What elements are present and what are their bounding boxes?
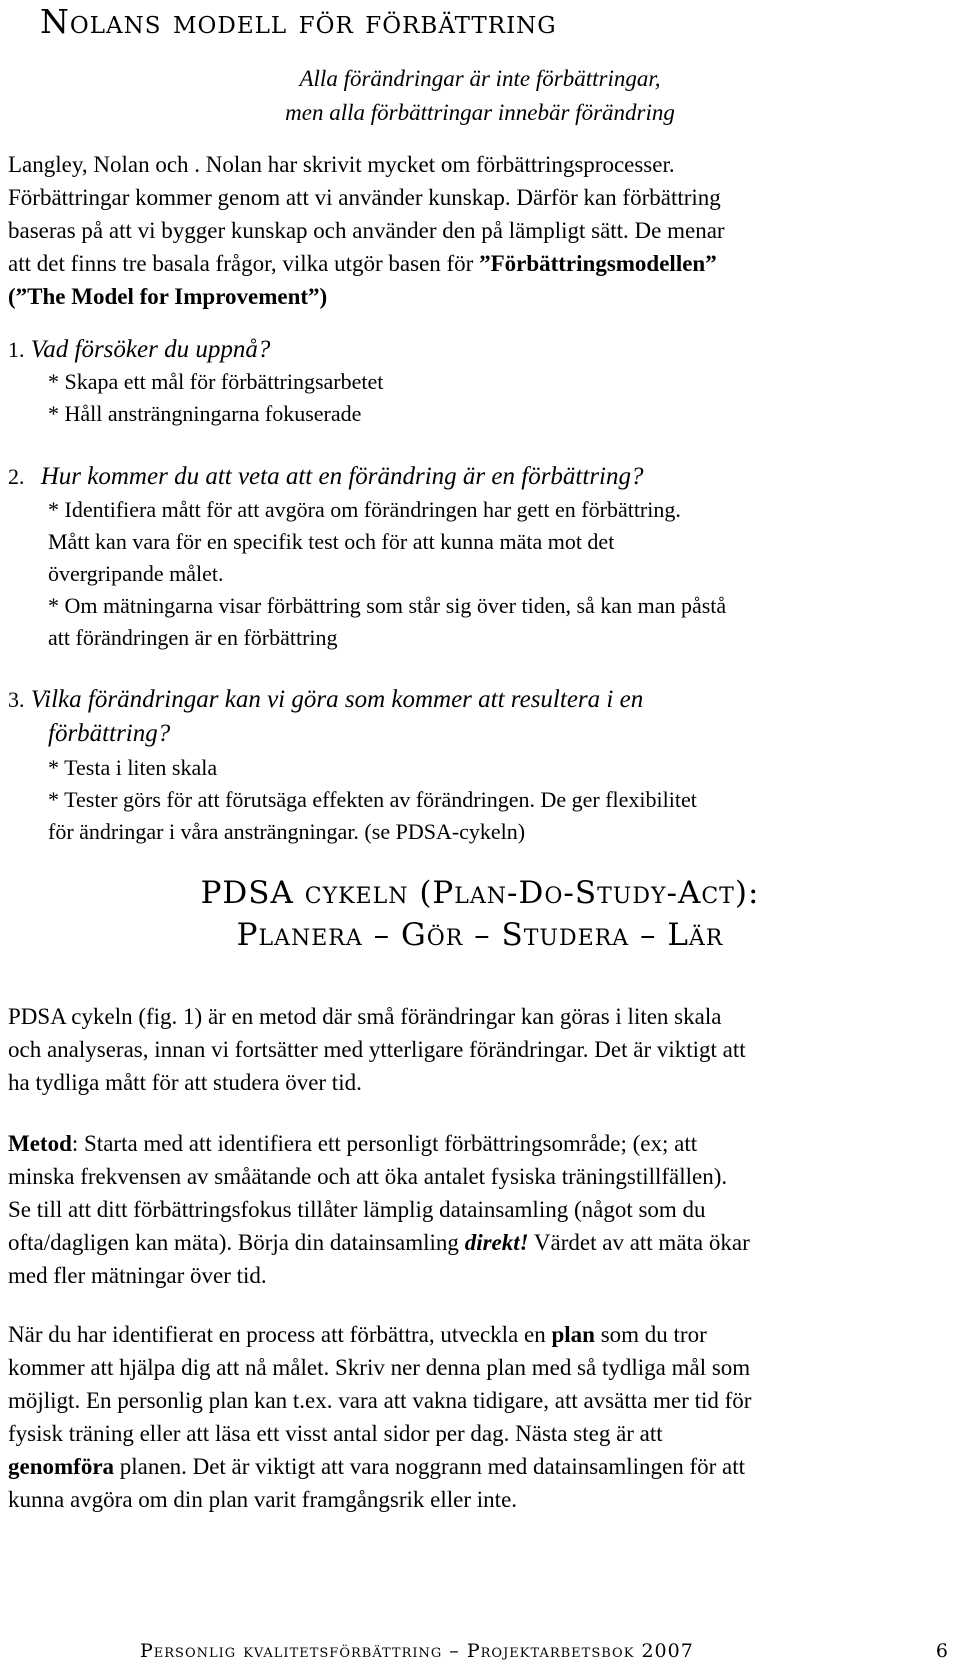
pdsa-heading-line-1: PDSA cykeln (Plan-Do-Study-Act): — [200, 875, 760, 911]
metod-text: : Starta med att identifiera ett personligt förbättringsområde; (ex; att — [71, 1131, 698, 1156]
question-text: Vad försöker du uppnå? — [30, 336, 271, 363]
model-name-en: (”The Model for Improvement”) — [8, 284, 328, 309]
motto — [0, 62, 960, 130]
question-number: 2. — [8, 464, 25, 489]
paragraph-line: möjligt. En personlig plan kan t.ex. vara att vakna tidigare, att avsätta mer tid för — [8, 1388, 752, 1413]
plan-paragraph — [8, 1318, 946, 1516]
question-2-bullets — [48, 494, 726, 654]
motto-line-2: men alla förbättringar innebär förändring — [285, 100, 675, 125]
paragraph-line — [8, 1450, 946, 1483]
question-3-bullets — [48, 752, 697, 848]
pdsa-paragraph — [8, 1000, 946, 1099]
paragraph-line: minska frekvensen av småätande och att öka antalet fysiska träningstillfällen). — [8, 1164, 728, 1189]
bullet-line: * Testa i liten skala — [48, 755, 218, 780]
question-2 — [8, 460, 644, 494]
page-footer: Personlig kvalitetsförbättring – Projektarbetsbok 2007 — [140, 1640, 694, 1662]
motto-line-1: Alla förändringar är inte förbättringar, — [299, 66, 661, 91]
paragraph-line: PDSA cykeln (fig. 1) är en metod där små förändringar kan göras i liten skala — [8, 1004, 722, 1029]
question-number: 3. — [8, 687, 25, 712]
metod-text: Värdet av att mäta ökar — [528, 1230, 750, 1255]
paragraph-line: kunna avgöra om din plan varit framgångsrik eller inte. — [8, 1487, 518, 1512]
pdsa-heading — [0, 872, 960, 956]
plan-text: som du tror — [594, 1322, 707, 1347]
emphasis-direkt: direkt! — [464, 1230, 529, 1255]
bullet-line: för ändringar i våra ansträngningar. (se PDSA-cykeln) — [48, 819, 526, 844]
emphasis-genomfora: genomföra — [8, 1454, 115, 1479]
bullet-line: * Om mätningarna visar förbättring som står sig över tiden, så kan man påstå — [48, 593, 727, 618]
metod-label: Metod — [8, 1131, 72, 1156]
metod-paragraph — [8, 1127, 946, 1292]
intro-text: att det finns tre basala frågor, vilka utgör basen för — [8, 251, 480, 276]
intro-line: Förbättringar kommer genom att vi använder kunskap. Därför kan förbättring — [8, 185, 721, 210]
question-number: 1. — [8, 337, 25, 362]
paragraph-line: kommer att hjälpa dig att nå målet. Skriv ner denna plan med så tydliga mål som — [8, 1355, 751, 1380]
question-text: förbättring? — [48, 720, 171, 747]
paragraph-line: med fler mätningar över tid. — [8, 1263, 267, 1288]
bullet-line: övergripande målet. — [48, 561, 224, 586]
emphasis-plan: plan — [551, 1322, 595, 1347]
intro-line — [8, 280, 946, 313]
page-title: Nolans modell för förbättring — [40, 2, 557, 41]
question-3 — [8, 683, 643, 717]
question-text: Vilka förändringar kan vi göra som kommer att resultera i en — [30, 686, 644, 713]
intro-line — [8, 247, 946, 280]
intro-paragraph — [8, 148, 946, 313]
paragraph-line: ha tydliga mått för att studera över tid. — [8, 1070, 362, 1095]
bullet-line: * Skapa ett mål för förbättringsarbetet — [48, 369, 384, 394]
bullet-line: * Identifiera mått för att avgöra om förändringen har gett en förbättring. — [48, 497, 681, 522]
bullet-line: * Håll ansträngningarna fokuserade — [48, 401, 362, 426]
paragraph-line: Se till att ditt förbättringsfokus tillåter lämplig datainsamling (något som du — [8, 1197, 706, 1222]
plan-text: När du har identifierat en process att förbättra, utveckla en — [8, 1322, 552, 1347]
model-name-sv: ”Förbättringsmodellen” — [479, 251, 717, 276]
paragraph-line — [8, 1318, 946, 1351]
page-number: 6 — [935, 1640, 948, 1662]
question-1-bullets — [48, 366, 383, 430]
bullet-line: * Tester görs för att förutsäga effekten av förändringen. De ger flexibilitet — [48, 787, 697, 812]
question-3-continued — [48, 717, 170, 751]
question-1 — [8, 333, 270, 367]
intro-line: baseras på att vi bygger kunskap och använder den på lämpligt sätt. De menar — [8, 218, 725, 243]
paragraph-line: och analyseras, innan vi fortsätter med ytterligare förändringar. Det är viktigt att — [8, 1037, 746, 1062]
question-text: Hur kommer du att veta att en förändring är en förbättring? — [40, 463, 644, 490]
metod-text: ofta/dagligen kan mäta). Börja din datainsamling — [8, 1230, 465, 1255]
paragraph-line — [8, 1226, 946, 1259]
plan-text: planen. Det är viktigt att vara noggrann med datainsamlingen för att — [114, 1454, 746, 1479]
paragraph-line: fysisk träning eller att läsa ett visst antal sidor per dag. Nästa steg är att — [8, 1421, 663, 1446]
bullet-line: Mått kan vara för en specifik test och för att kunna mäta mot det — [48, 529, 615, 554]
intro-line: Langley, Nolan och . Nolan har skrivit mycket om förbättringsprocesser. — [8, 152, 675, 177]
bullet-line: att förändringen är en förbättring — [48, 625, 338, 650]
paragraph-line — [8, 1127, 946, 1160]
pdsa-heading-line-2: Planera – Gör – Studera – Lär — [236, 917, 724, 953]
